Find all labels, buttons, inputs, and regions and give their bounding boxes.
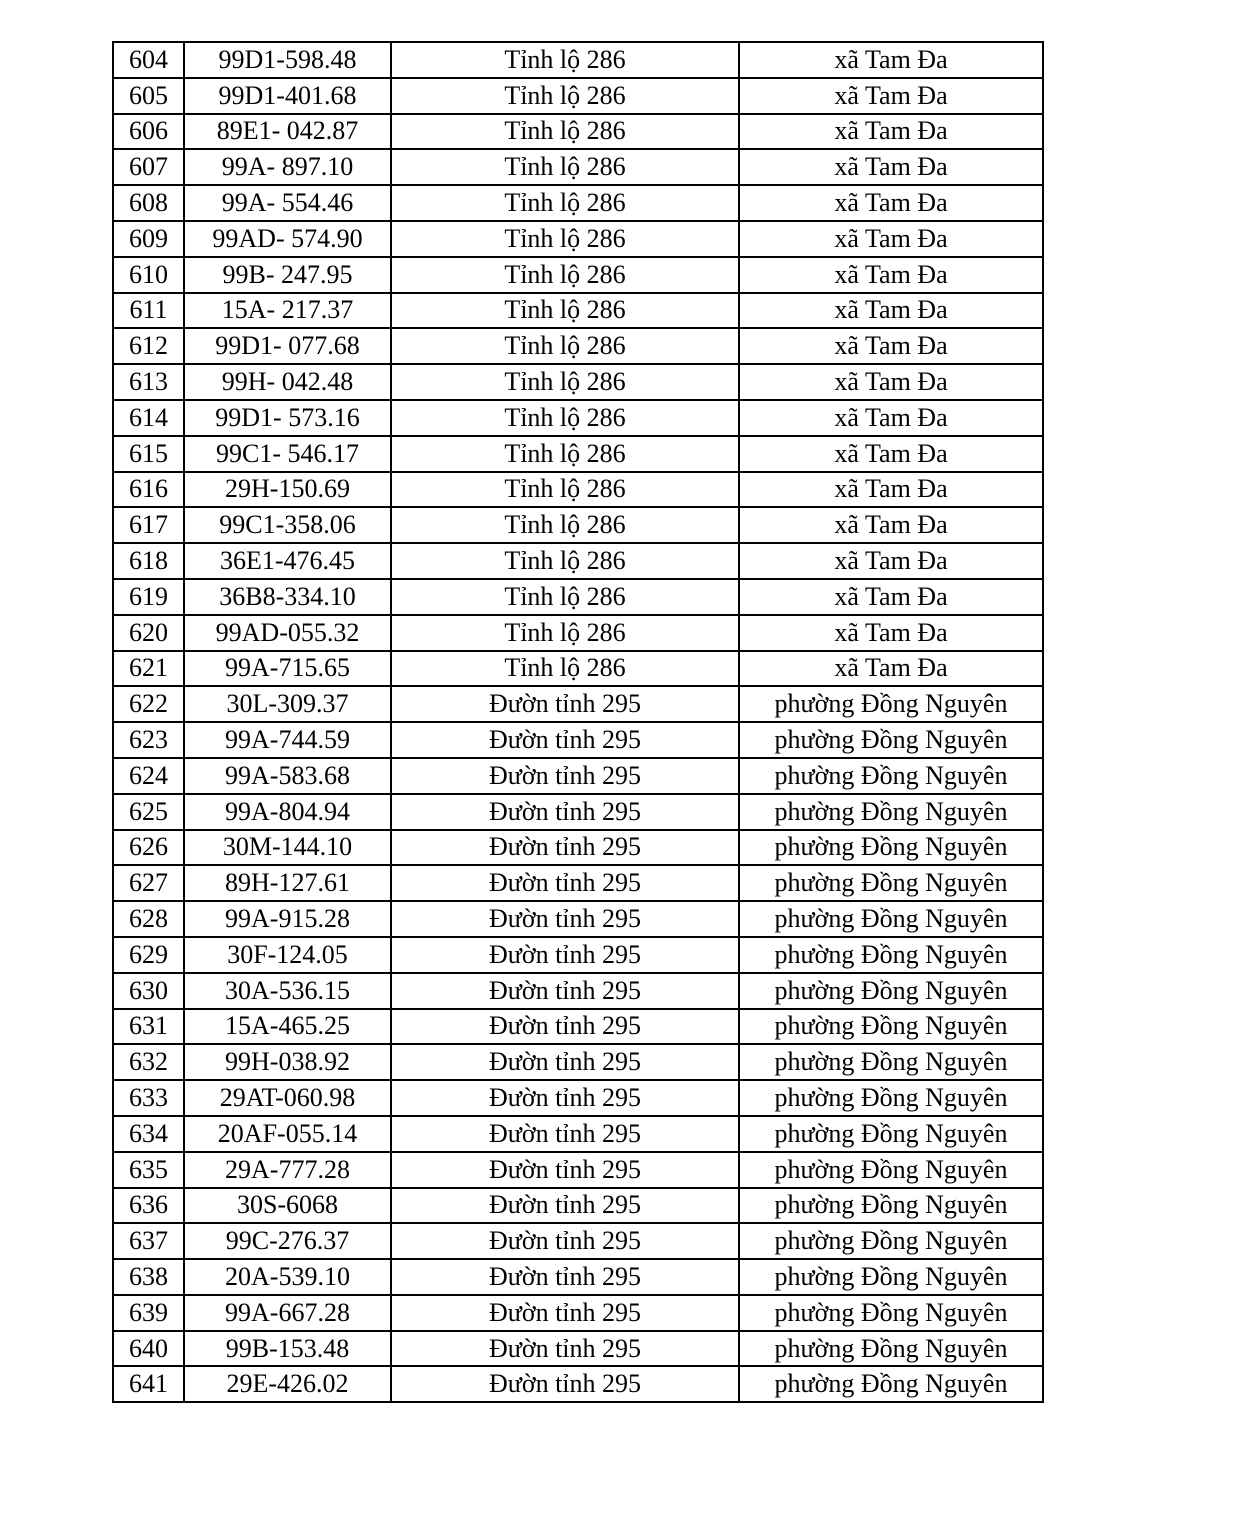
table-row (113, 1259, 1043, 1295)
row-number-cell: 630 (113, 973, 184, 1009)
row-number-cell: 609 (113, 221, 184, 257)
table-row (113, 472, 1043, 508)
table-row (113, 794, 1043, 830)
row-number-cell: 639 (113, 1295, 184, 1331)
ward-name-cell: xã Tam Đa (739, 293, 1043, 329)
violation-table (112, 41, 1044, 1403)
row-number-cell: 611 (113, 293, 184, 329)
table-row (113, 1331, 1043, 1367)
table-row (113, 1044, 1043, 1080)
road-name-cell: Đườn tỉnh 295 (391, 1295, 739, 1331)
license-plate-cell: 89H-127.61 (184, 865, 391, 901)
row-number-cell: 613 (113, 364, 184, 400)
road-name-cell: Đườn tỉnh 295 (391, 1188, 739, 1224)
road-name-cell: Đườn tỉnh 295 (391, 901, 739, 937)
road-name-cell: Tỉnh lộ 286 (391, 293, 739, 329)
table-row (113, 257, 1043, 293)
row-number-cell: 612 (113, 328, 184, 364)
license-plate-cell: 29AT-060.98 (184, 1080, 391, 1116)
ward-name-cell: phường Đồng Nguyên (739, 901, 1043, 937)
table-row (113, 830, 1043, 866)
road-name-cell: Tỉnh lộ 286 (391, 328, 739, 364)
row-number-cell: 605 (113, 78, 184, 114)
row-number-cell: 633 (113, 1080, 184, 1116)
license-plate-cell: 99A-915.28 (184, 901, 391, 937)
ward-name-cell: xã Tam Đa (739, 615, 1043, 651)
ward-name-cell: xã Tam Đa (739, 328, 1043, 364)
table-row (113, 543, 1043, 579)
license-plate-cell: 99A-744.59 (184, 722, 391, 758)
road-name-cell: Đườn tỉnh 295 (391, 1223, 739, 1259)
license-plate-cell: 30A-536.15 (184, 973, 391, 1009)
row-number-cell: 607 (113, 149, 184, 185)
table-row (113, 1366, 1043, 1402)
ward-name-cell: xã Tam Đa (739, 257, 1043, 293)
road-name-cell: Đườn tỉnh 295 (391, 794, 739, 830)
license-plate-cell: 29H-150.69 (184, 472, 391, 508)
row-number-cell: 621 (113, 651, 184, 687)
row-number-cell: 625 (113, 794, 184, 830)
table-row (113, 436, 1043, 472)
road-name-cell: Đườn tỉnh 295 (391, 937, 739, 973)
ward-name-cell: phường Đồng Nguyên (739, 1009, 1043, 1045)
license-plate-cell: 20AF-055.14 (184, 1116, 391, 1152)
row-number-cell: 634 (113, 1116, 184, 1152)
ward-name-cell: phường Đồng Nguyên (739, 794, 1043, 830)
road-name-cell: Tỉnh lộ 286 (391, 149, 739, 185)
ward-name-cell: xã Tam Đa (739, 221, 1043, 257)
license-plate-cell: 99A-583.68 (184, 758, 391, 794)
ward-name-cell: phường Đồng Nguyên (739, 686, 1043, 722)
row-number-cell: 610 (113, 257, 184, 293)
row-number-cell: 608 (113, 185, 184, 221)
table-row (113, 651, 1043, 687)
ward-name-cell: xã Tam Đa (739, 114, 1043, 150)
road-name-cell: Tỉnh lộ 286 (391, 42, 739, 78)
table-row (113, 901, 1043, 937)
ward-name-cell: xã Tam Đa (739, 400, 1043, 436)
license-plate-cell: 20A-539.10 (184, 1259, 391, 1295)
row-number-cell: 626 (113, 830, 184, 866)
table-row (113, 1295, 1043, 1331)
table-row (113, 507, 1043, 543)
road-name-cell: Đườn tỉnh 295 (391, 1152, 739, 1188)
license-plate-cell: 99D1- 573.16 (184, 400, 391, 436)
license-plate-cell: 99A-715.65 (184, 651, 391, 687)
ward-name-cell: xã Tam Đa (739, 472, 1043, 508)
ward-name-cell: phường Đồng Nguyên (739, 1295, 1043, 1331)
table-row (113, 722, 1043, 758)
row-number-cell: 636 (113, 1188, 184, 1224)
ward-name-cell: phường Đồng Nguyên (739, 1080, 1043, 1116)
ward-name-cell: phường Đồng Nguyên (739, 937, 1043, 973)
road-name-cell: Tỉnh lộ 286 (391, 185, 739, 221)
table-row (113, 1116, 1043, 1152)
ward-name-cell: xã Tam Đa (739, 579, 1043, 615)
row-number-cell: 620 (113, 615, 184, 651)
row-number-cell: 616 (113, 472, 184, 508)
license-plate-cell: 99D1-598.48 (184, 42, 391, 78)
ward-name-cell: xã Tam Đa (739, 42, 1043, 78)
ward-name-cell: phường Đồng Nguyên (739, 1188, 1043, 1224)
ward-name-cell: xã Tam Đa (739, 651, 1043, 687)
table-row (113, 221, 1043, 257)
road-name-cell: Tỉnh lộ 286 (391, 221, 739, 257)
violation-table-body (113, 42, 1043, 1402)
license-plate-cell: 99A-667.28 (184, 1295, 391, 1331)
row-number-cell: 615 (113, 436, 184, 472)
row-number-cell: 604 (113, 42, 184, 78)
license-plate-cell: 99C-276.37 (184, 1223, 391, 1259)
ward-name-cell: phường Đồng Nguyên (739, 758, 1043, 794)
row-number-cell: 635 (113, 1152, 184, 1188)
road-name-cell: Tỉnh lộ 286 (391, 543, 739, 579)
road-name-cell: Đườn tỉnh 295 (391, 686, 739, 722)
ward-name-cell: phường Đồng Nguyên (739, 1223, 1043, 1259)
license-plate-cell: 30L-309.37 (184, 686, 391, 722)
road-name-cell: Đườn tỉnh 295 (391, 865, 739, 901)
road-name-cell: Tỉnh lộ 286 (391, 364, 739, 400)
road-name-cell: Tỉnh lộ 286 (391, 472, 739, 508)
ward-name-cell: xã Tam Đa (739, 185, 1043, 221)
row-number-cell: 627 (113, 865, 184, 901)
road-name-cell: Đườn tỉnh 295 (391, 1080, 739, 1116)
ward-name-cell: xã Tam Đa (739, 78, 1043, 114)
ward-name-cell: phường Đồng Nguyên (739, 1259, 1043, 1295)
row-number-cell: 623 (113, 722, 184, 758)
row-number-cell: 629 (113, 937, 184, 973)
license-plate-cell: 99D1- 077.68 (184, 328, 391, 364)
table-row (113, 758, 1043, 794)
ward-name-cell: xã Tam Đa (739, 436, 1043, 472)
license-plate-cell: 30F-124.05 (184, 937, 391, 973)
license-plate-cell: 99B-153.48 (184, 1331, 391, 1367)
row-number-cell: 631 (113, 1009, 184, 1045)
license-plate-cell: 15A- 217.37 (184, 293, 391, 329)
license-plate-cell: 99A- 554.46 (184, 185, 391, 221)
table-row (113, 364, 1043, 400)
license-plate-cell: 30S-6068 (184, 1188, 391, 1224)
road-name-cell: Đườn tỉnh 295 (391, 722, 739, 758)
license-plate-cell: 99AD- 574.90 (184, 221, 391, 257)
row-number-cell: 641 (113, 1366, 184, 1402)
ward-name-cell: phường Đồng Nguyên (739, 865, 1043, 901)
table-row (113, 1223, 1043, 1259)
table-row (113, 973, 1043, 1009)
road-name-cell: Tỉnh lộ 286 (391, 400, 739, 436)
table-row (113, 42, 1043, 78)
license-plate-cell: 99C1-358.06 (184, 507, 391, 543)
road-name-cell: Đườn tỉnh 295 (391, 1366, 739, 1402)
license-plate-cell: 99A-804.94 (184, 794, 391, 830)
license-plate-cell: 29E-426.02 (184, 1366, 391, 1402)
road-name-cell: Đườn tỉnh 295 (391, 830, 739, 866)
road-name-cell: Đườn tỉnh 295 (391, 758, 739, 794)
license-plate-cell: 30M-144.10 (184, 830, 391, 866)
ward-name-cell: xã Tam Đa (739, 364, 1043, 400)
table-row (113, 185, 1043, 221)
ward-name-cell: phường Đồng Nguyên (739, 1044, 1043, 1080)
license-plate-cell: 99H-038.92 (184, 1044, 391, 1080)
road-name-cell: Tỉnh lộ 286 (391, 507, 739, 543)
row-number-cell: 628 (113, 901, 184, 937)
license-plate-cell: 99D1-401.68 (184, 78, 391, 114)
ward-name-cell: phường Đồng Nguyên (739, 1331, 1043, 1367)
table-row (113, 1188, 1043, 1224)
ward-name-cell: phường Đồng Nguyên (739, 830, 1043, 866)
row-number-cell: 624 (113, 758, 184, 794)
ward-name-cell: phường Đồng Nguyên (739, 973, 1043, 1009)
table-row (113, 328, 1043, 364)
row-number-cell: 637 (113, 1223, 184, 1259)
license-plate-cell: 15A-465.25 (184, 1009, 391, 1045)
license-plate-cell: 36B8-334.10 (184, 579, 391, 615)
license-plate-cell: 99A- 897.10 (184, 149, 391, 185)
road-name-cell: Đườn tỉnh 295 (391, 1009, 739, 1045)
license-plate-cell: 36E1-476.45 (184, 543, 391, 579)
table-row (113, 400, 1043, 436)
license-plate-cell: 99AD-055.32 (184, 615, 391, 651)
ward-name-cell: phường Đồng Nguyên (739, 1116, 1043, 1152)
table-row (113, 1152, 1043, 1188)
road-name-cell: Đườn tỉnh 295 (391, 973, 739, 1009)
row-number-cell: 622 (113, 686, 184, 722)
row-number-cell: 617 (113, 507, 184, 543)
table-row (113, 293, 1043, 329)
ward-name-cell: phường Đồng Nguyên (739, 722, 1043, 758)
road-name-cell: Tỉnh lộ 286 (391, 436, 739, 472)
table-row (113, 686, 1043, 722)
table-row (113, 865, 1043, 901)
road-name-cell: Đườn tỉnh 295 (391, 1259, 739, 1295)
license-plate-cell: 29A-777.28 (184, 1152, 391, 1188)
table-row (113, 615, 1043, 651)
road-name-cell: Đườn tỉnh 295 (391, 1044, 739, 1080)
row-number-cell: 606 (113, 114, 184, 150)
road-name-cell: Đườn tỉnh 295 (391, 1116, 739, 1152)
row-number-cell: 632 (113, 1044, 184, 1080)
road-name-cell: Tỉnh lộ 286 (391, 579, 739, 615)
table-row (113, 937, 1043, 973)
road-name-cell: Tỉnh lộ 286 (391, 257, 739, 293)
row-number-cell: 640 (113, 1331, 184, 1367)
ward-name-cell: phường Đồng Nguyên (739, 1366, 1043, 1402)
license-plate-cell: 89E1- 042.87 (184, 114, 391, 150)
table-row (113, 1080, 1043, 1116)
table-row (113, 78, 1043, 114)
ward-name-cell: xã Tam Đa (739, 507, 1043, 543)
road-name-cell: Tỉnh lộ 286 (391, 615, 739, 651)
ward-name-cell: phường Đồng Nguyên (739, 1152, 1043, 1188)
table-row (113, 114, 1043, 150)
road-name-cell: Tỉnh lộ 286 (391, 114, 739, 150)
road-name-cell: Tỉnh lộ 286 (391, 651, 739, 687)
row-number-cell: 638 (113, 1259, 184, 1295)
license-plate-cell: 99B- 247.95 (184, 257, 391, 293)
table-row (113, 1009, 1043, 1045)
license-plate-cell: 99H- 042.48 (184, 364, 391, 400)
road-name-cell: Tỉnh lộ 286 (391, 78, 739, 114)
ward-name-cell: xã Tam Đa (739, 149, 1043, 185)
ward-name-cell: xã Tam Đa (739, 543, 1043, 579)
table-row (113, 149, 1043, 185)
table-row (113, 579, 1043, 615)
row-number-cell: 614 (113, 400, 184, 436)
road-name-cell: Đườn tỉnh 295 (391, 1331, 739, 1367)
row-number-cell: 618 (113, 543, 184, 579)
license-plate-cell: 99C1- 546.17 (184, 436, 391, 472)
row-number-cell: 619 (113, 579, 184, 615)
